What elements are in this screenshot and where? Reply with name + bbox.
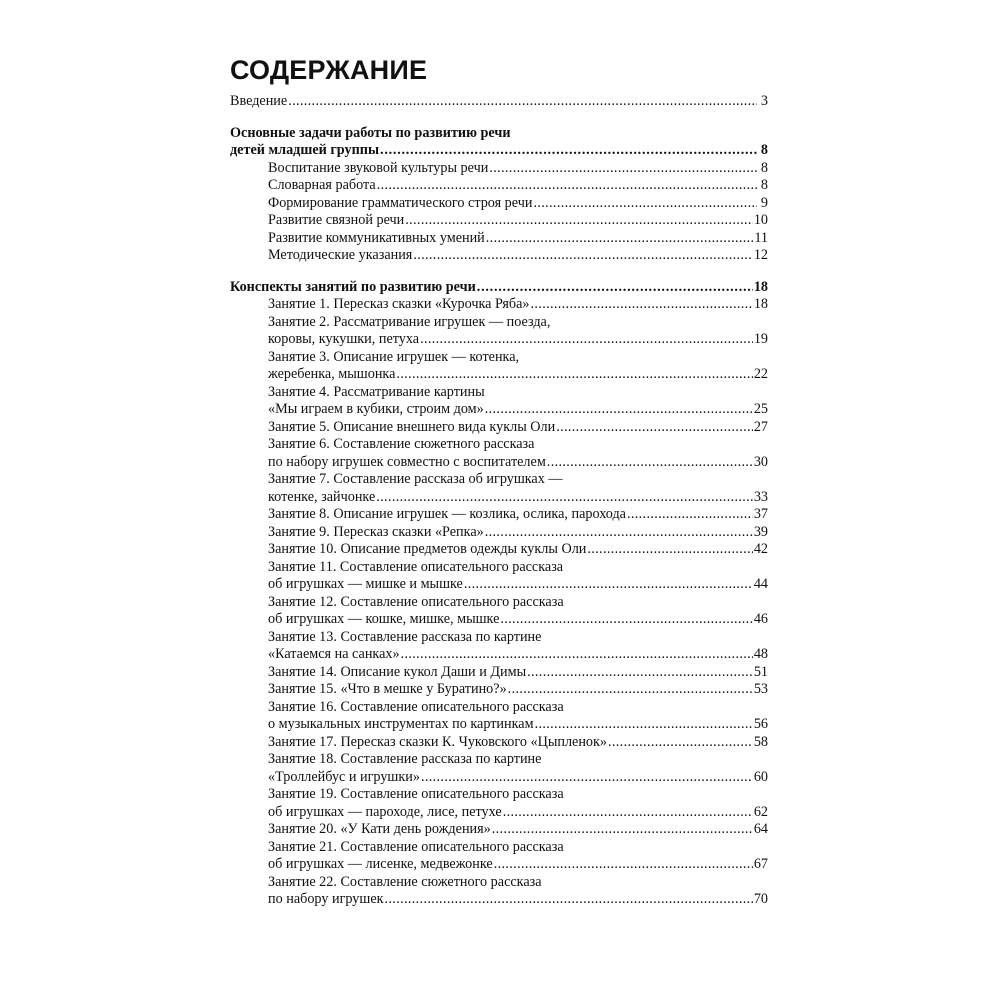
toc-entry-label: по набору игрушек [268,891,384,907]
toc-entry-row [268,506,768,524]
toc-entry-page: 12 [753,247,768,263]
toc-entry-row [268,401,768,419]
toc-entry-title-line1: Занятие 2. Рассматривание игрушек — поезда, [268,313,551,330]
toc-entry-page: 51 [753,663,768,680]
toc-entry-title-line1: Занятие 13. Составление рассказа по картине [268,628,542,645]
section-heading-line1: Основные задачи работы по развитию речи [230,124,511,141]
section-heading [230,142,768,160]
toc-entry-title-line1: Занятие 18. Составление рассказа по картине [268,751,542,767]
leader-dots [500,611,752,629]
toc-entry-row [268,177,768,195]
toc-entry-row [268,821,768,839]
toc-page [230,52,768,909]
toc-entry-page: 62 [753,803,768,820]
section-heading [230,279,768,297]
leader-dots [556,419,753,437]
toc-entry-label: Развитие коммуникативных умений [268,229,485,246]
leader-dots [485,401,753,419]
toc-entry-label: котенке, зайчонке [268,488,376,505]
page-title: СОДЕРЖАНИЕ [230,55,428,85]
toc-entry-label: Словарная работа [268,177,376,193]
toc-entry-title-line1: Занятие 22. Составление сюжетного рассказа [268,873,542,890]
toc-entry-label: «Троллейбус и игрушки» [268,768,420,785]
toc-entry-page: 8 [760,177,768,193]
leader-dots [401,646,753,664]
leader-dots [587,541,752,559]
toc-entry-page: 11 [754,229,768,246]
toc-entry [268,524,768,542]
toc-entry-label: об игрушках — лисенке, медвежонке [268,856,493,872]
toc-entry-row [268,454,768,472]
leader-dots [377,177,757,195]
toc-entry [268,384,768,419]
toc-entry-title-line1: Занятие 6. Составление сюжетного рассказа [268,436,535,452]
leader-dots [420,331,753,349]
toc-entry-page: 25 [753,401,768,417]
toc-entry-page: 56 [753,716,768,732]
toc-entry [268,349,768,384]
leader-dots [464,576,753,594]
toc-entry-row [268,664,768,682]
toc-entry-label: Занятие 15. «Что в мешке у Буратино?» [268,681,507,697]
leader-dots [531,296,753,314]
toc-entry [268,751,768,786]
toc-entry-row [268,734,768,752]
leader-dots [486,230,754,248]
toc-entry-row [268,541,768,559]
toc-entry-label: Занятие 17. Пересказ сказки К. Чуковского «Цыпленок» [268,733,607,750]
toc-entry-label: «Мы играем в кубики, строим дом» [268,401,484,417]
toc-entry [268,874,768,909]
leader-dots [492,821,753,839]
toc-section-2-items [230,296,768,909]
toc-entry [268,436,768,471]
toc-entry-page: 22 [753,366,768,382]
toc-entry-title-line1: Занятие 21. Составление описательного рассказа [268,838,564,855]
toc-entry-row [268,856,768,874]
toc-entry-title-line1: Занятие 7. Составление рассказа об игрушках — [268,471,563,487]
toc-entry-page: 19 [753,331,768,347]
toc-entry-label: «Катаемся на санках» [268,646,400,662]
toc-entry-title-line1: Занятие 11. Составление описательного рассказа [268,558,564,575]
toc-entry-title-line1: Занятие 12. Составление описательного рассказа [268,593,564,610]
toc-entry [268,230,768,248]
leader-dots [508,681,753,699]
toc-entry-page: 8 [760,159,768,176]
leader-dots [288,93,757,111]
toc-entry-label: коровы, кукушки, петуха [268,331,420,347]
toc-entry-label: Занятие 9. Пересказ сказки «Репка» [268,523,484,540]
section-heading-line2: детей младшей группы [230,142,380,158]
toc-entry-row [268,160,768,178]
toc-entry-label: о музыкальных инструментах по картинкам [268,716,534,732]
leader-dots [527,664,753,682]
toc-entry-row [268,524,768,542]
toc-entry-page: 37 [753,506,768,522]
leader-dots [385,891,753,909]
toc-entry-page: 44 [753,576,768,592]
toc-entry-page: 58 [753,733,768,750]
toc-entry-title-line1: Занятие 4. Рассматривание картины [268,383,485,400]
toc-entry [268,471,768,506]
toc-entry-page: 67 [753,856,768,872]
toc-entry-label: об игрушках — мишке и мышке [268,576,463,592]
toc-entry-row [268,366,768,384]
leader-dots [547,454,753,472]
toc-entry-row [268,804,768,822]
toc-entry [268,247,768,265]
toc-section-2 [230,279,768,297]
toc-entry-label: Методические указания [268,247,413,263]
toc-entry-row [268,891,768,909]
toc-entry-page: 46 [753,611,768,627]
leader-dots [533,195,757,213]
toc-entry [268,195,768,213]
leader-dots [494,856,753,874]
toc-entry-label: об игрушках — пароходе, лисе, петухе [268,803,502,820]
leader-dots [396,366,752,384]
toc-entry [268,699,768,734]
toc-entry-page: 10 [753,212,768,228]
leader-dots [503,804,753,822]
toc-entry [268,559,768,594]
toc-entry-page: 18 [753,296,768,312]
leader-dots [380,142,757,160]
toc-entry-row [268,611,768,629]
toc-entry [268,177,768,195]
toc-entry-title-line1: Занятие 16. Составление описательного рассказа [268,698,564,715]
toc-entry-page: 33 [753,488,768,505]
toc-entry-row [268,247,768,265]
toc-entry-label: Занятие 20. «У Кати день рождения» [268,821,491,837]
toc-entry [268,419,768,437]
toc-entry-label: Занятие 5. Описание внешнего вида куклы Оли [268,418,556,435]
toc-entry-row [268,681,768,699]
toc-entry-page: 70 [753,891,768,907]
toc-entry-label: Занятие 14. Описание кукол Даши и Димы [268,663,527,680]
toc-entry [268,296,768,314]
toc-entry-row [268,230,768,248]
toc-entry-page: 27 [753,418,768,435]
toc-entry-row [268,716,768,734]
toc-entry-page: 39 [753,523,768,540]
toc-entry-label: Занятие 8. Описание игрушек — козлика, ослика, парохода [268,506,626,522]
toc-entry-row [268,195,768,213]
toc-section-1 [230,125,768,160]
toc-entry [268,821,768,839]
toc-entry [268,541,768,559]
leader-dots [485,524,753,542]
toc-entry-label: Воспитание звуковой культуры речи [268,159,489,176]
toc-entry [268,506,768,524]
toc-intro [230,93,768,111]
toc-entry [268,314,768,349]
toc-entry-page: 30 [753,453,768,470]
toc-entry [268,629,768,664]
toc-entry [268,212,768,230]
toc-entry [268,681,768,699]
leader-dots [421,769,753,787]
toc-entry-label: об игрушках — кошке, мишке, мышке [268,611,500,627]
leader-dots [489,160,757,178]
toc-entry [268,786,768,821]
toc-entry-row [268,331,768,349]
section-heading-label: Конспекты занятий по развитию речи [230,278,476,295]
toc-entry [268,839,768,874]
toc-entry-page: 3 [760,93,768,109]
toc-entry-row [268,296,768,314]
leader-dots [627,506,753,524]
toc-entry [268,594,768,629]
leader-dots [608,734,753,752]
leader-dots [477,279,753,297]
toc-entry-label: Занятие 10. Описание предметов одежды куклы Оли [268,541,587,557]
toc-entry [268,734,768,752]
leader-dots [535,716,753,734]
toc-entry-page: 42 [753,541,768,557]
toc-section-1-items [230,160,768,265]
toc-entry-label: жеребенка, мышонка [268,366,396,382]
leader-dots [413,247,752,265]
section-page: 8 [760,142,768,158]
leader-dots [376,489,753,507]
toc-entry-page: 48 [753,646,768,662]
toc-entry-row [268,576,768,594]
toc-entry-page: 9 [760,194,768,211]
toc-entry [268,160,768,178]
toc-entry-row [268,489,768,507]
toc-entry-row [268,212,768,230]
section-page: 18 [753,278,768,295]
toc-entry-label: Введение [230,93,288,109]
toc-entry-label: Формирование грамматического строя речи [268,194,533,211]
toc-entry-label: Занятие 1. Пересказ сказки «Курочка Ряба» [268,296,530,312]
toc-entry [230,93,768,111]
toc-entry-row [268,646,768,664]
toc-entry-label: Развитие связной речи [268,212,405,228]
toc-entry-title-line1: Занятие 19. Составление описательного рассказа [268,786,564,802]
toc-entry-page: 53 [753,681,768,697]
toc-entry [268,664,768,682]
toc-entry-label: по набору игрушек совместно с воспитателем [268,453,546,470]
leader-dots [405,212,753,230]
toc-entry-page: 64 [753,821,768,837]
toc-entry-title-line1: Занятие 3. Описание игрушек — котенка, [268,348,520,365]
toc-entry-page: 60 [753,768,768,785]
toc-entry-row [268,419,768,437]
toc-entry-row [268,769,768,787]
